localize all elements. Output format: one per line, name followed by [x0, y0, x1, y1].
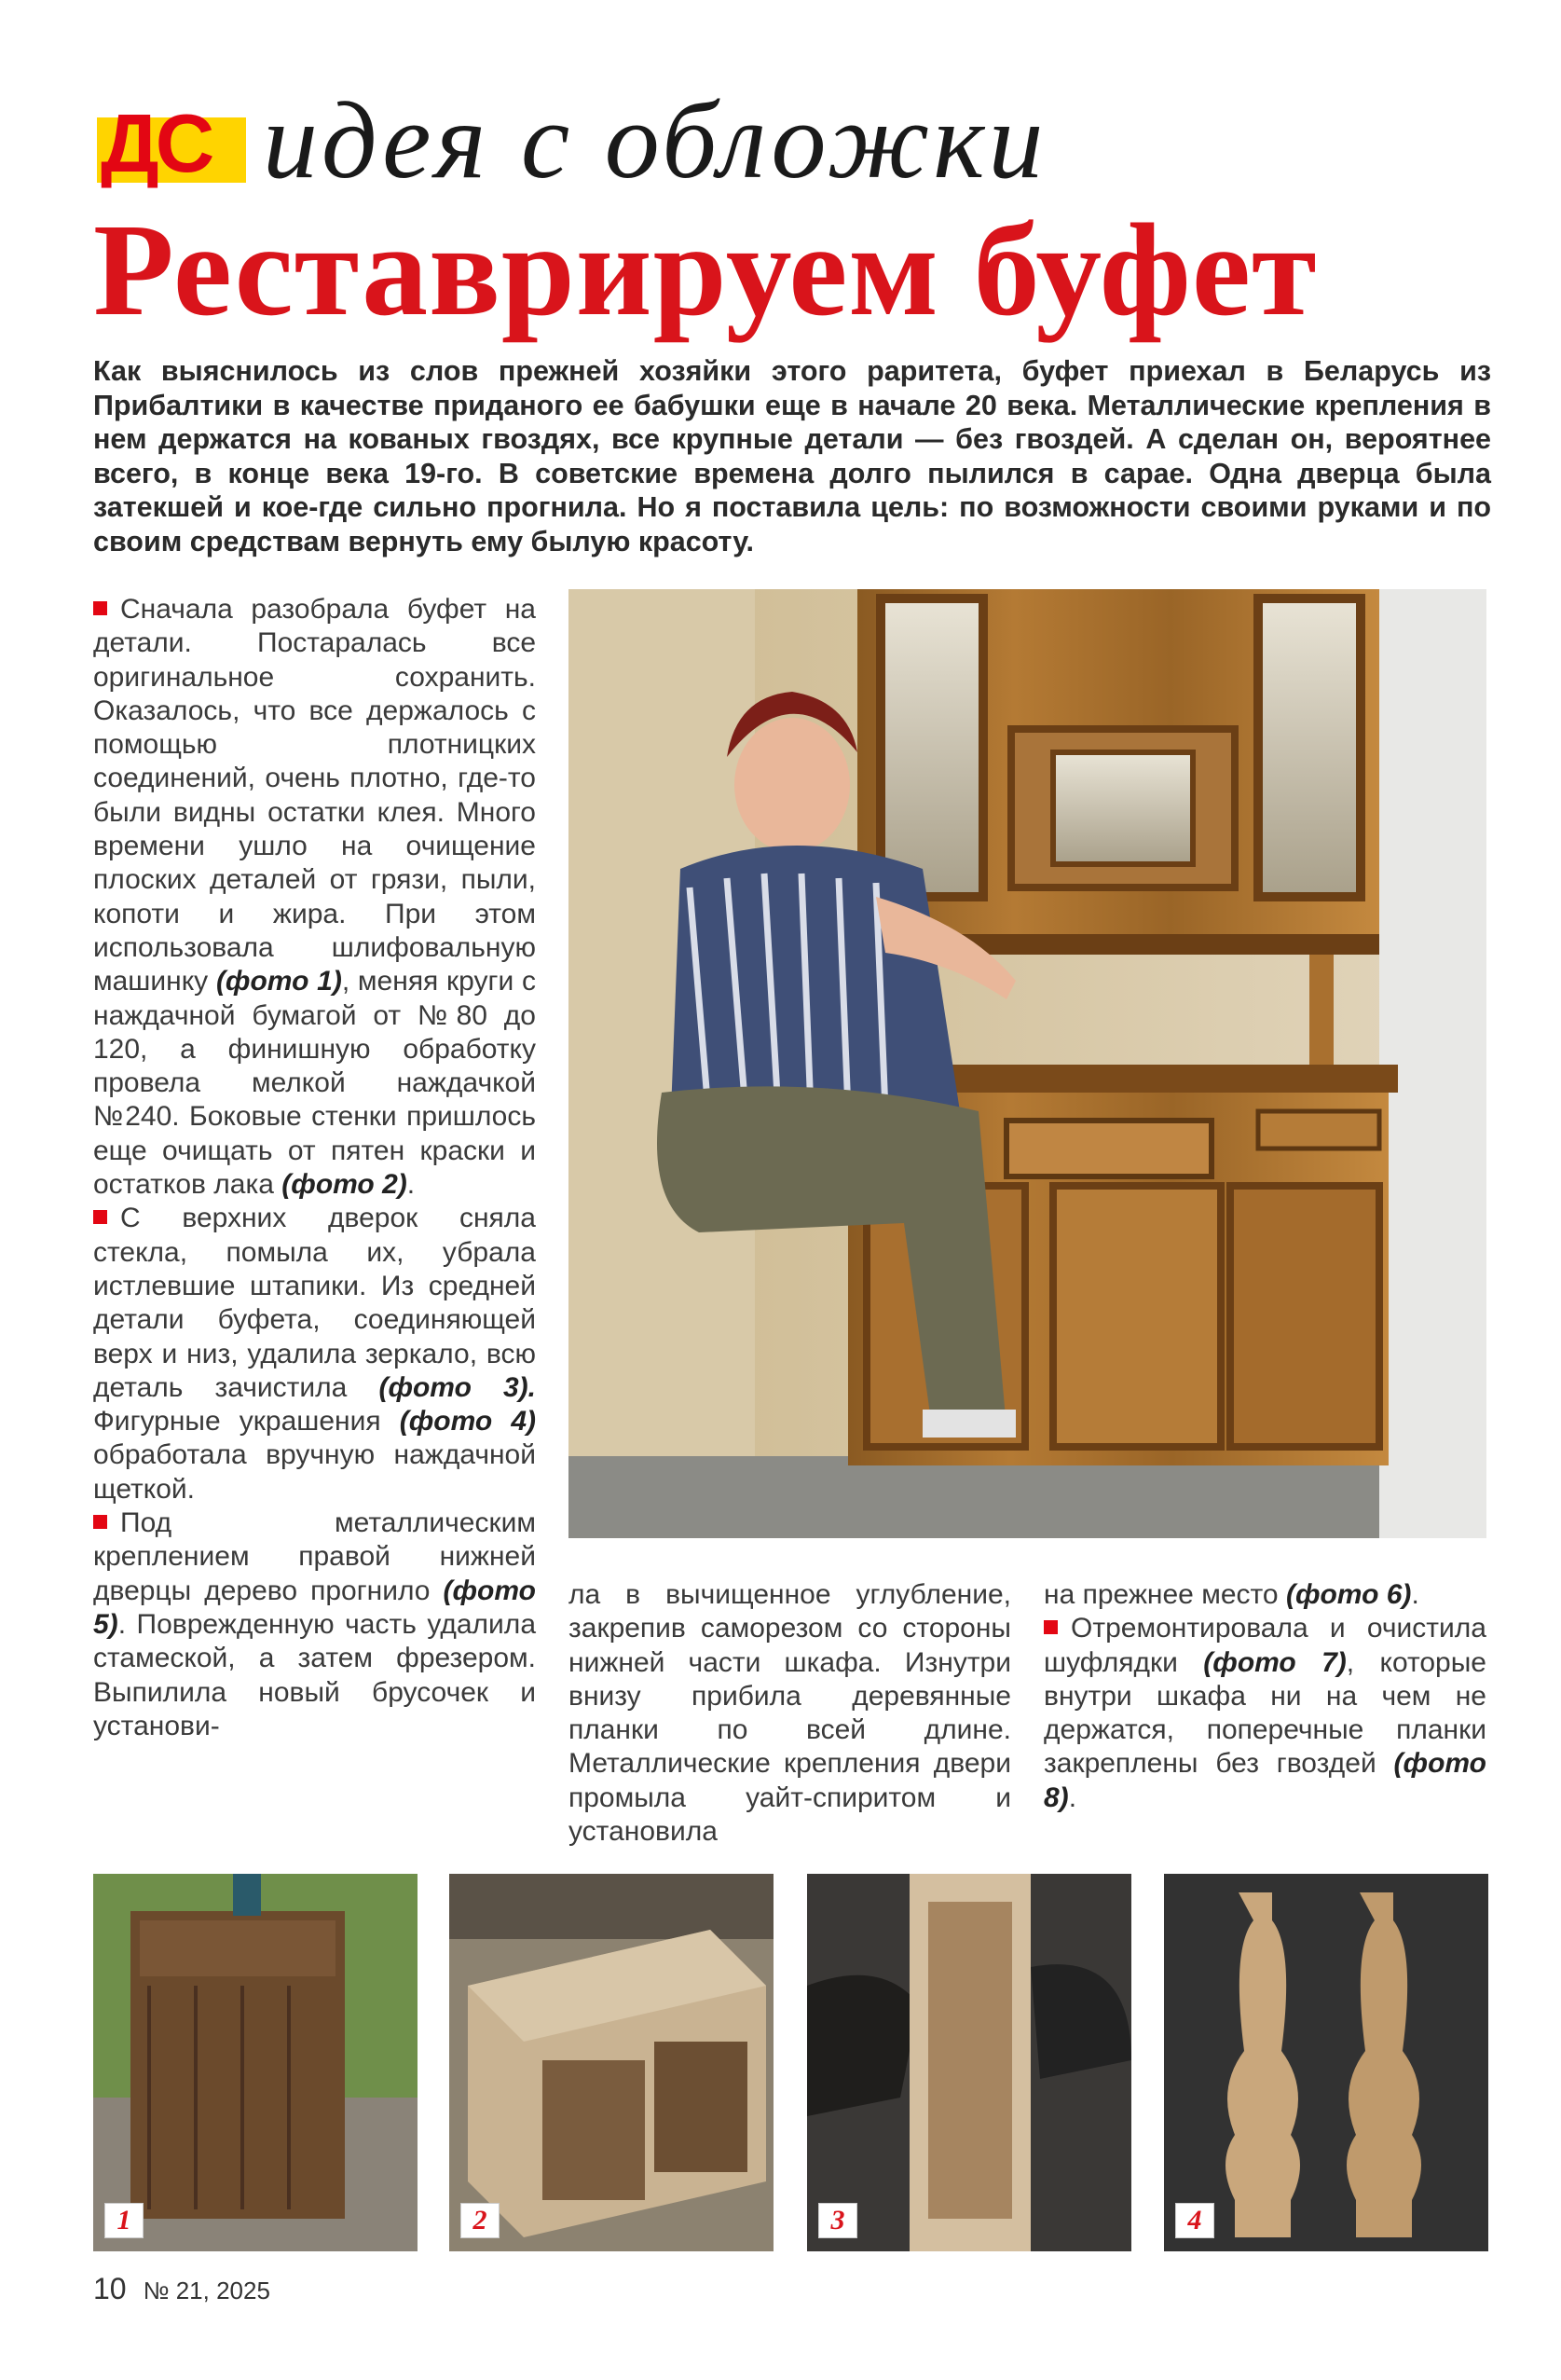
article-headline: Реставрируем буфет — [93, 196, 1318, 343]
photo-number: 2 — [460, 2203, 500, 2238]
photo-reference: (фото 1) — [215, 966, 342, 997]
photo-reference: (фото 7) — [1203, 1646, 1347, 1678]
photo-number: 1 — [104, 2203, 144, 2238]
logo-text: ДС — [101, 97, 212, 189]
page-number: 10 — [93, 2272, 127, 2305]
article-lead: Как выяснилось из слов прежней хозяйки этого раритета, буфет приехал в Беларусь из Прибалтики в качестве приданого ее бабушки еще в начале 20 века. Металлические крепления в нем держатся на кованых гвоздях, все крупные детали — без гвоздей. А сделан он, вероятнее всего, в конце века 19-го. В советские времена долго пылился в сарае. Одна дверца была затекшей и кое-где сильно прогнила. Но я поставила цель: по возможности своими руками и по своим средствам вернуть ему былую красоту. — [93, 355, 1491, 557]
photo-3-middle-panel — [807, 1874, 1131, 2251]
photo-reference: (фото 4) — [399, 1406, 536, 1438]
paragraph: Отремонтировала и очистила шуфлядки (фото 7), которые внутри шкафа ни на чем не держатся, поперечные планки закреплены без гвоздей (фото 8). — [1044, 1613, 1486, 1813]
photo-number: 3 — [818, 2203, 857, 2238]
magazine-logo — [93, 93, 252, 189]
bullet-square-icon — [93, 1515, 107, 1529]
paragraph: Сначала разобрала буфет на детали. Постаралась все оригинальное сохранить. Оказалось, что все держалось с помощью плотницких соединений, очень плотно, где-то были видны остатки клея. Много времени ушло на очищение плоских деталей от грязи, пыли, копоти и жира. При этом использовала шлифовальную машинку (фото 1), меняя круги с наждачной бумагой от №80 до 120, а финишную обработку провела мелкой наждачкой №240. Боковые стенки пришлось еще очищать от пятен краски и остатков лака (фото 2). — [93, 594, 536, 1201]
photo-4-carved-columns — [1164, 1874, 1488, 2251]
photo-2-lower-cabinet — [449, 1874, 774, 2251]
text-column-3 — [1044, 1578, 1486, 1815]
page-footer — [93, 2272, 270, 2306]
paragraph: на прежнее место (фото 6). — [1044, 1579, 1419, 1610]
main-photo-woman-with-buffet — [568, 589, 1486, 1538]
photo-reference: (фото 2) — [281, 1169, 407, 1201]
rubric-title: идея с обложки — [263, 79, 1048, 201]
paragraph: С верхних дверок сняла стекла, помыла их, убрала истлевшие штапики. Из средней детали буфета, соединяющей верх и низ, удалила зеркало, всю деталь зачистила (фото 3). Фигурные украшения (фото 4) обработала вручную наждачной щеткой. — [93, 1203, 537, 1505]
photo-reference: (фото 8) — [1044, 1748, 1486, 1813]
text-column-2 — [568, 1578, 1011, 1849]
photo-1-sanding-top — [93, 1874, 418, 2251]
paragraph: ла в вычищенное углубление, закрепив саморезом со стороны нижней части шкафа. Изнутри внизу прибила деревянные планки по всей длине. Металлические крепления двери промыла уайт-спиритом и установила — [568, 1579, 1011, 1848]
paragraph: Под металлическим креплением правой нижней дверцы дерево прогнило (фото 5). Поврежденную часть удалила стамеской, а затем фрезером. Выпилила новый брусочек и установи- — [93, 1507, 536, 1741]
issue-number: № 21, 2025 — [143, 2277, 270, 2304]
bullet-square-icon — [93, 1210, 107, 1224]
photo-reference: (фото 5) — [93, 1575, 536, 1640]
text-column-1 — [93, 593, 536, 1743]
bullet-square-icon — [93, 601, 107, 615]
photo-number: 4 — [1175, 2203, 1214, 2238]
bullet-square-icon — [1044, 1620, 1058, 1634]
photo-reference: (фото 3). — [378, 1371, 537, 1403]
photo-reference: (фото 6) — [1285, 1579, 1412, 1610]
